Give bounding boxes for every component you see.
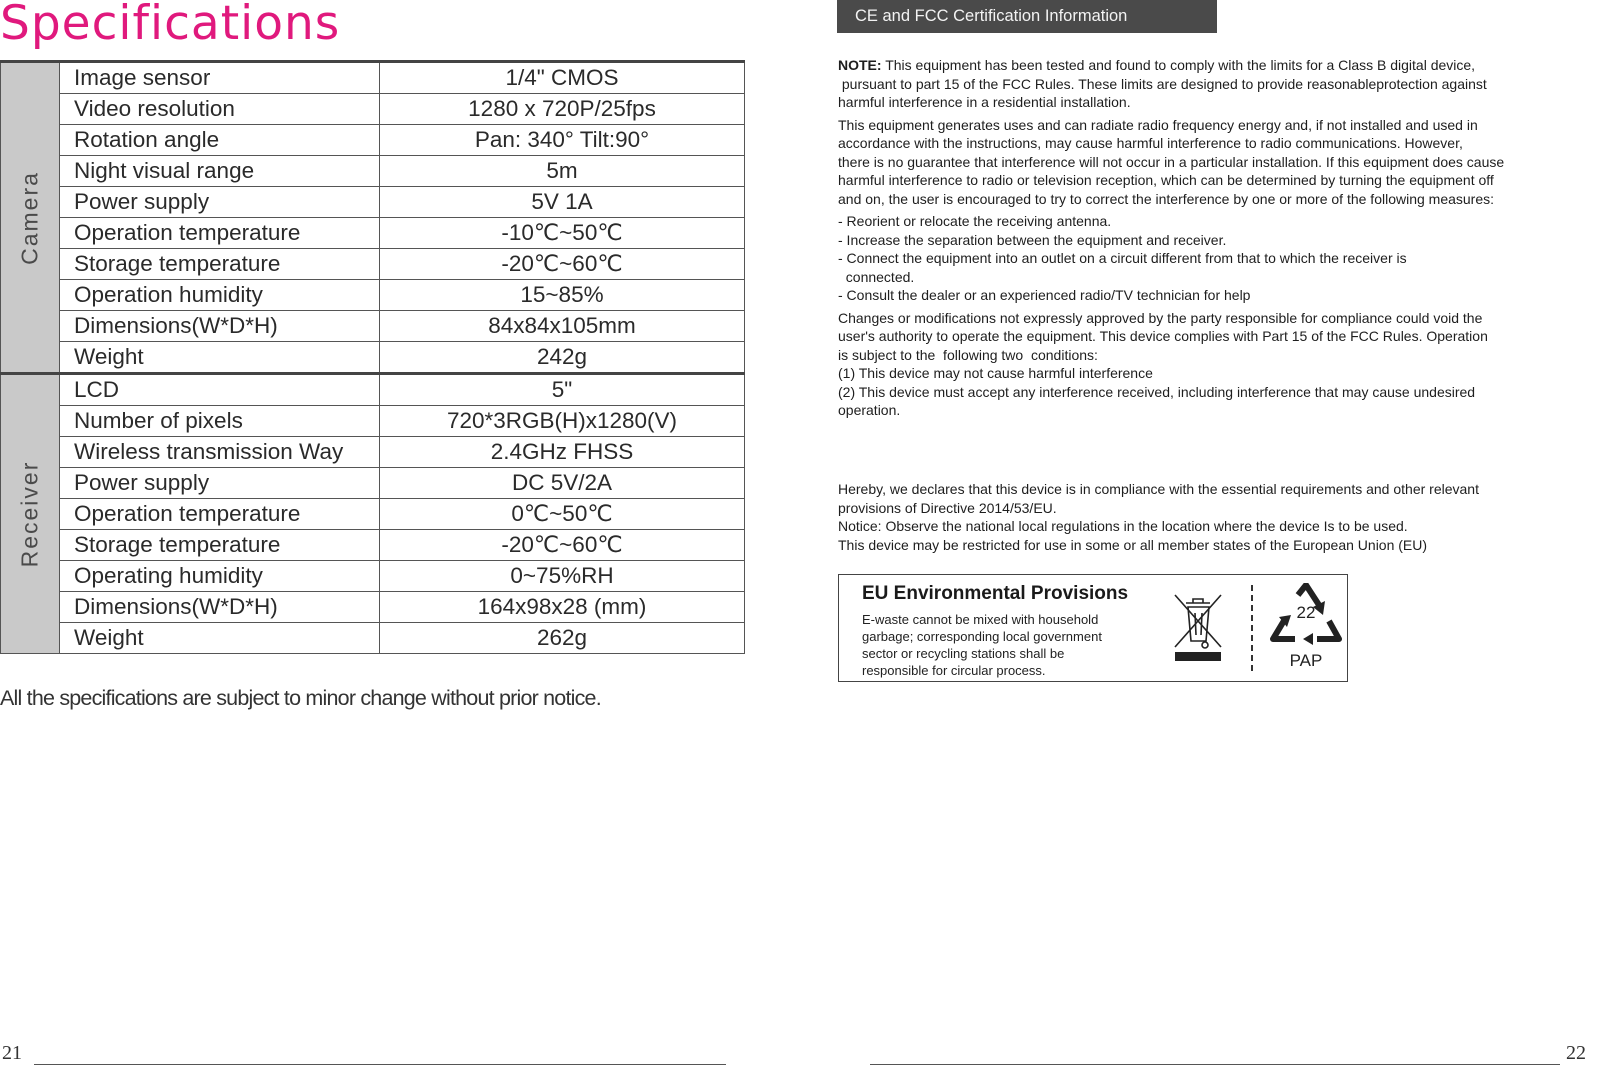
note-label: NOTE: xyxy=(838,57,882,73)
spec-value: 164x98x28 (mm) xyxy=(380,592,745,623)
table-row xyxy=(1,530,745,561)
footer-rule-right xyxy=(870,1064,1560,1065)
paragraph-line: is subject to the following two conditions: xyxy=(838,346,1098,363)
spec-value: 5m xyxy=(380,156,745,187)
paragraph-line: and on, the user is encouraged to try to correct the interference by one or more of the following measures: xyxy=(838,190,1495,207)
table-row xyxy=(1,468,745,499)
page-title: Specifications xyxy=(0,0,341,51)
note-line: NOTE: This equipment has been tested and found to comply with the limits for a Class B digital device, xyxy=(838,57,1476,73)
paragraph-line: This equipment generates uses and can radiate radio frequency energy and, if not installed and used in xyxy=(838,116,1478,133)
spec-label: Weight xyxy=(60,623,380,654)
group-label-camera: Camera xyxy=(1,62,60,374)
paragraph-line: harmful interference to radio or television reception, which can be determined by turning the equipment off xyxy=(838,172,1494,188)
paragraph-line: (1) This device may not cause harmful interference xyxy=(838,365,1153,381)
spec-label: Dimensions(W*D*H) xyxy=(60,311,380,342)
spec-value: Pan: 340° Tilt:90° xyxy=(380,125,745,156)
spec-value: 262g xyxy=(380,623,745,654)
spec-value: 15~85% xyxy=(380,280,745,311)
table-row xyxy=(1,156,745,187)
spec-value: 5V 1A xyxy=(380,187,745,218)
measure-item: - Connect the equipment into an outlet on a circuit different from that to which the receiver is xyxy=(838,250,1407,266)
spec-label: Image sensor xyxy=(60,62,380,94)
spec-value: 1280 x 720P/25fps xyxy=(380,94,745,125)
crossed-out-wheelie-bin-icon xyxy=(1169,589,1227,661)
table-row xyxy=(1,311,745,342)
paragraph-line: user's authority to operate the equipment. This device complies with Part 15 of the FCC Rules. Operation xyxy=(838,328,1488,344)
spec-value: 242g xyxy=(380,342,745,374)
paragraph-line: there is no guarantee that interference will not occur in a particular installation. If this equipment does cause xyxy=(838,153,1505,170)
spec-value: 5" xyxy=(380,374,745,406)
specifications-footnote: All the specifications are subject to minor change without prior notice. xyxy=(0,686,601,710)
spec-label: Power supply xyxy=(60,468,380,499)
group-label-receiver: Receiver xyxy=(1,374,60,654)
measure-item: - Reorient or relocate the receiving antenna. xyxy=(838,213,1112,229)
spec-label: Number of pixels xyxy=(60,406,380,437)
spec-label: Wireless transmission Way xyxy=(60,437,380,468)
spec-value: -20℃~60℃ xyxy=(380,530,745,561)
page-number-right: 22 xyxy=(1566,1042,1586,1064)
spec-value: 0℃~50℃ xyxy=(380,499,745,530)
paragraph-line: provisions of Directive 2014/53/EU. xyxy=(838,499,1057,516)
spec-label: Power supply xyxy=(60,187,380,218)
spec-value: 2.4GHz FHSS xyxy=(380,437,745,468)
spec-value: 1/4" CMOS xyxy=(380,62,745,94)
table-row xyxy=(1,249,745,280)
table-row xyxy=(1,62,745,94)
measure-item: - Increase the separation between the equipment and receiver. xyxy=(838,231,1227,248)
footer-rule-left xyxy=(34,1064,726,1065)
paragraph-line: operation. xyxy=(838,402,901,418)
table-row xyxy=(1,218,745,249)
spec-value: 84x84x105mm xyxy=(380,311,745,342)
spec-value: 0~75%RH xyxy=(380,561,745,592)
paragraph-line: Changes or modifications not expressly approved by the party responsible for compliance could void the xyxy=(838,309,1483,326)
table-row xyxy=(1,406,745,437)
table-row xyxy=(1,561,745,592)
spec-label: Operation temperature xyxy=(60,499,380,530)
specifications-table xyxy=(0,60,745,654)
spec-label: Storage temperature xyxy=(60,249,380,280)
spec-label: Rotation angle xyxy=(60,125,380,156)
recycle-code-number: 22 xyxy=(1296,603,1316,622)
eu-box-description: E-waste cannot be mixed with household garbage; corresponding local government sector or recycling stations shall be responsible for circular process. xyxy=(862,612,1102,678)
spec-value: DC 5V/2A xyxy=(380,468,745,499)
table-row xyxy=(1,437,745,468)
paragraph-line: This device may be restricted for use in some or all member states of the European Union (EU) xyxy=(838,536,1428,553)
page-number-left: 21 xyxy=(2,1042,22,1064)
paragraph-line: Notice: Observe the national local regulations in the location where the device Is to be used. xyxy=(838,518,1408,534)
spec-label: Video resolution xyxy=(60,94,380,125)
measure-item: - Consult the dealer or an experienced radio/TV technician for help xyxy=(838,287,1251,303)
section-header: CE and FCC Certification Information xyxy=(837,0,1217,33)
spec-label: Storage temperature xyxy=(60,530,380,561)
spec-value: -10℃~50℃ xyxy=(380,218,745,249)
spec-label: Operating humidity xyxy=(60,561,380,592)
paragraph-line: Hereby, we declares that this device is in compliance with the essential requirements and other relevant xyxy=(838,481,1479,497)
spec-label: Weight xyxy=(60,342,380,374)
spec-label: LCD xyxy=(60,374,380,406)
paragraph-line: accordance with the instructions, may cause harmful interference to radio communications. However, xyxy=(838,135,1463,151)
spec-label: Night visual range xyxy=(60,156,380,187)
spec-label: Dimensions(W*D*H) xyxy=(60,592,380,623)
eu-box-divider xyxy=(1251,585,1253,671)
spec-value: -20℃~60℃ xyxy=(380,249,745,280)
paragraph-line: (2) This device must accept any interference received, including interference that may cause undesired xyxy=(838,383,1476,400)
recycle-code-label: PAP xyxy=(1289,651,1323,670)
spec-value: 720*3RGB(H)x1280(V) xyxy=(380,406,745,437)
fcc-statement xyxy=(838,56,1504,420)
spec-label: Operation humidity xyxy=(60,280,380,311)
table-row xyxy=(1,125,745,156)
table-row xyxy=(1,94,745,125)
table-row xyxy=(1,342,745,374)
table-row xyxy=(1,499,745,530)
table-row xyxy=(1,280,745,311)
eu-declaration xyxy=(838,480,1479,554)
table-row xyxy=(1,623,745,654)
measure-item: connected. xyxy=(838,268,915,285)
spec-label: Operation temperature xyxy=(60,218,380,249)
table-row xyxy=(1,592,745,623)
eu-box-title: EU Environmental Provisions xyxy=(862,583,1129,604)
eu-environmental-box xyxy=(838,574,1348,682)
table-row xyxy=(1,187,745,218)
table-row xyxy=(1,374,745,406)
note-line: pursuant to part 15 of the FCC Rules. These limits are designed to provide reasonableprotection against xyxy=(838,75,1487,92)
note-line: harmful interference in a residential installation. xyxy=(838,94,1131,110)
